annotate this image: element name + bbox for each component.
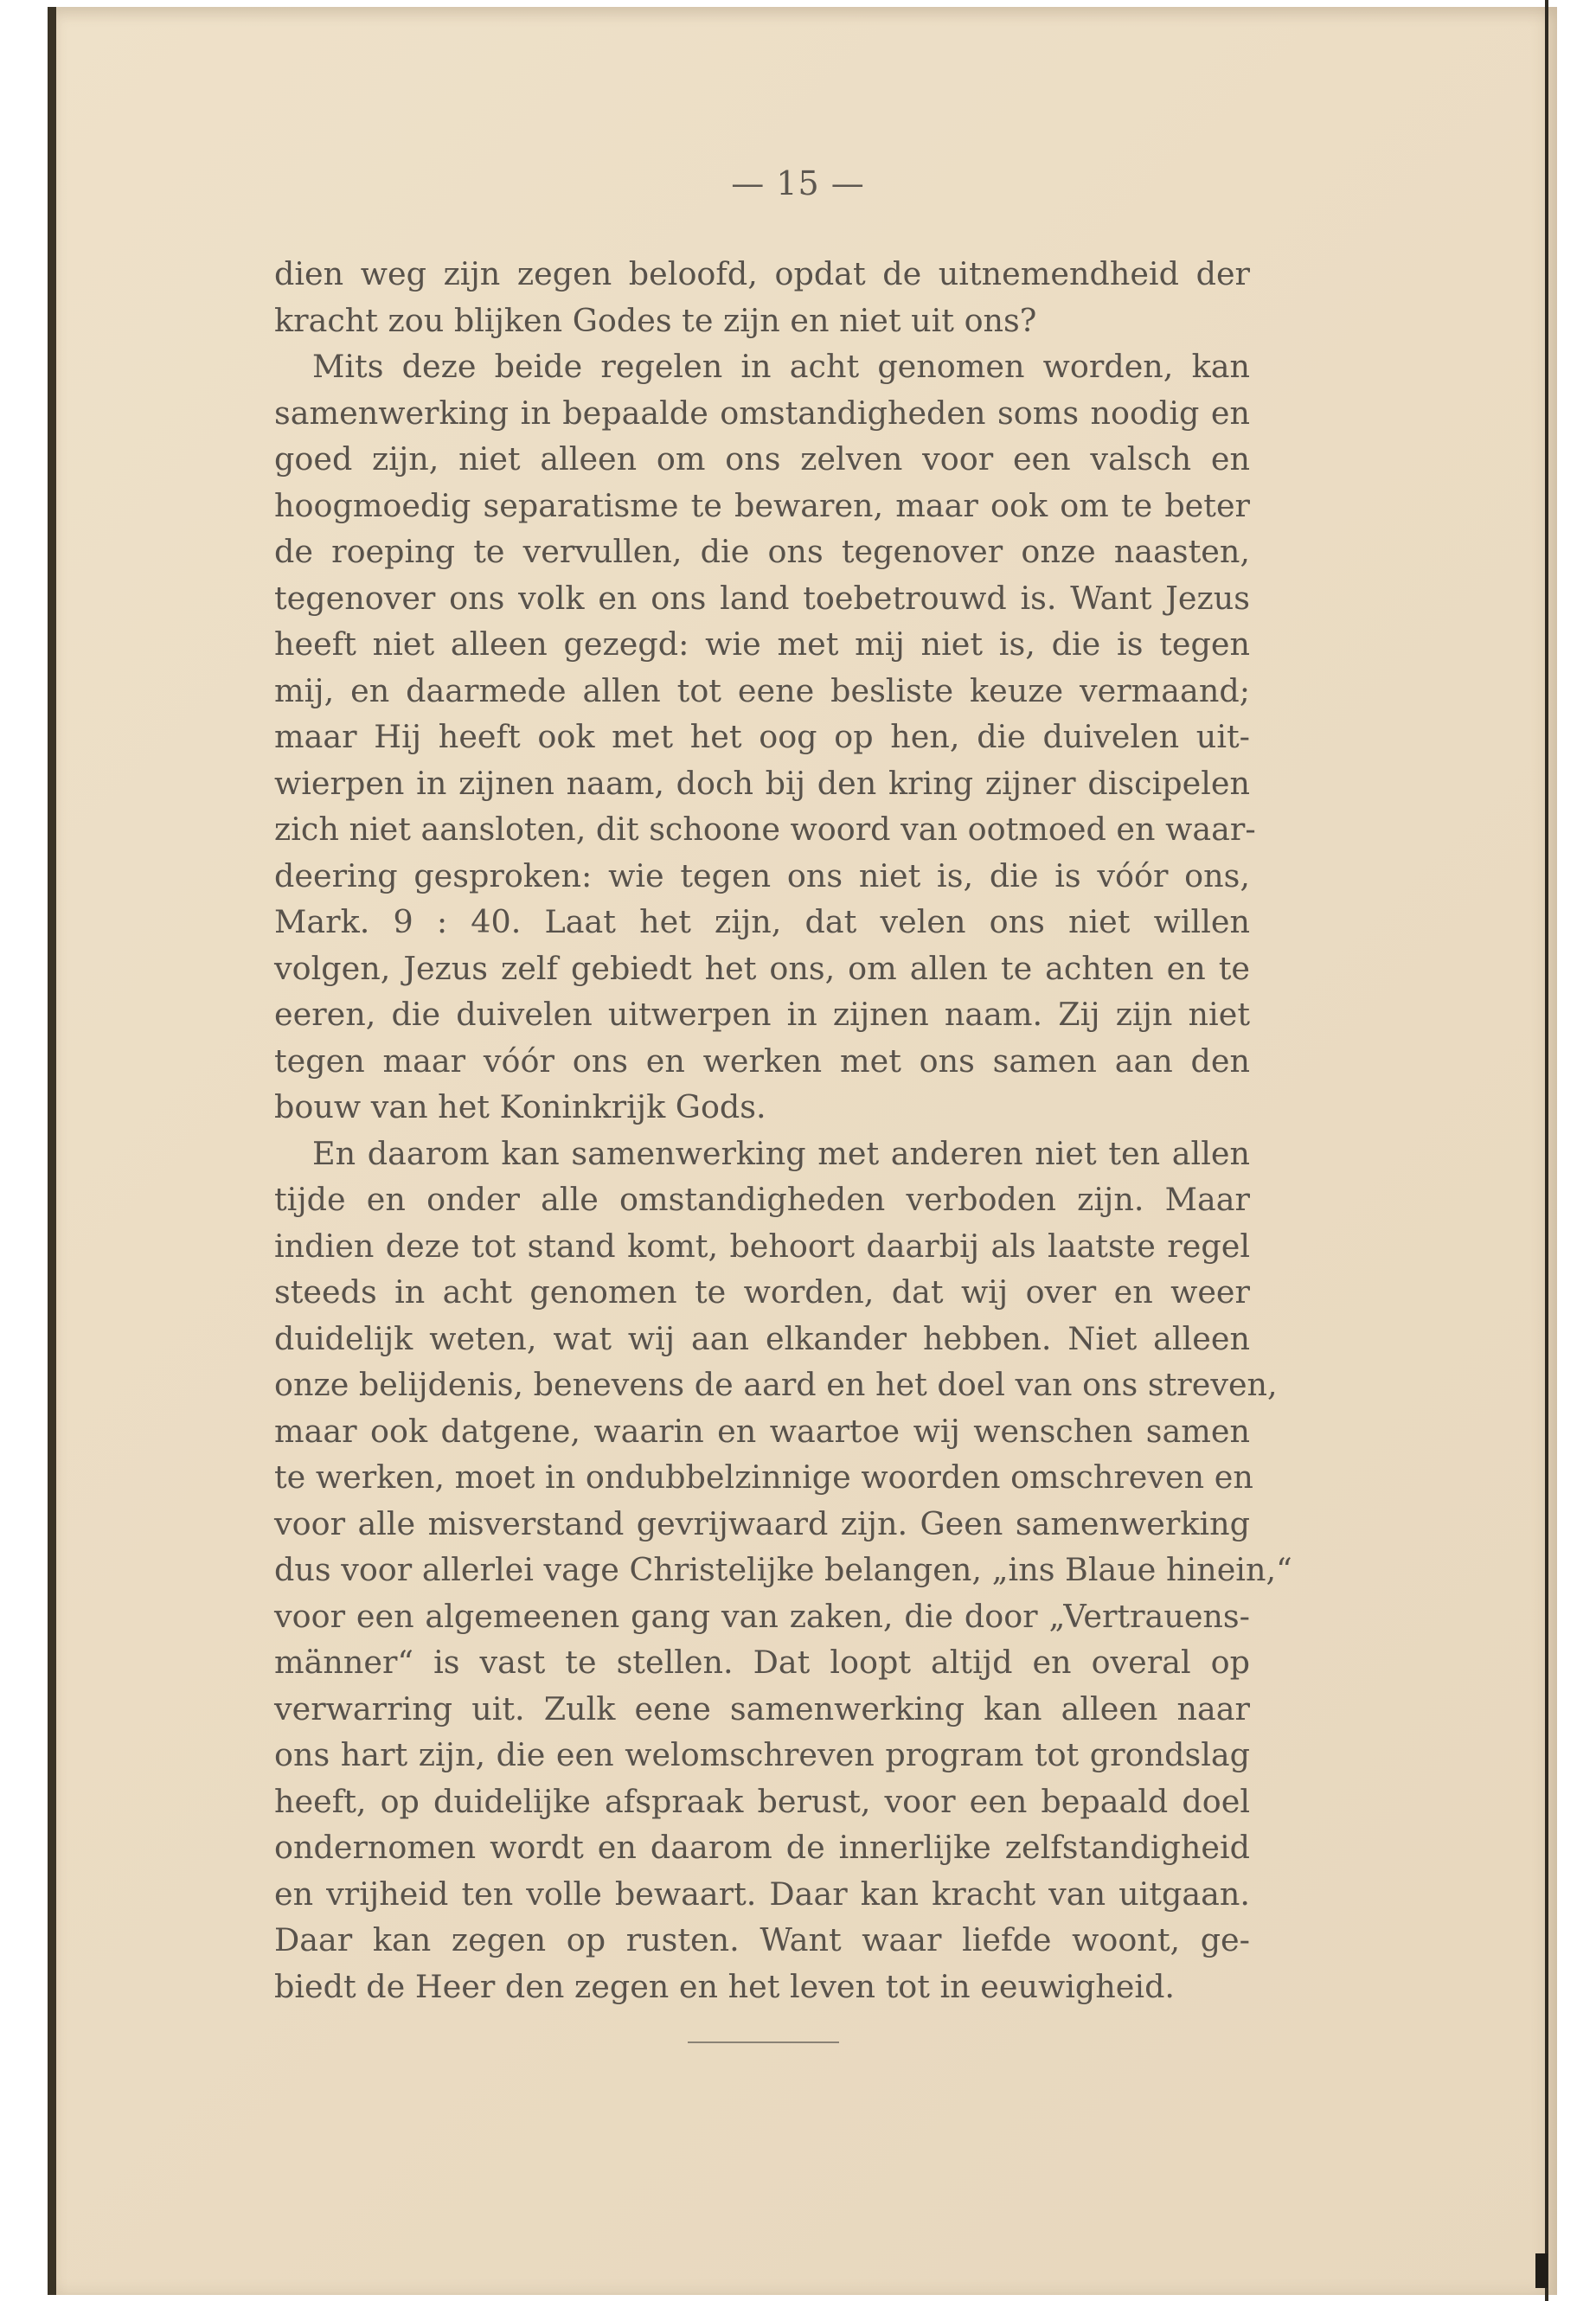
- text-line: voor een algemeenen gang van zaken, die door „Vertrauens-: [274, 1597, 1250, 1635]
- text-line: kracht zou blijken Godes te zijn en niet uit ons?: [274, 301, 1037, 339]
- text-line: deering gesproken: wie tegen ons niet is, die is vóór ons,: [274, 856, 1250, 894]
- text-line: tegenover ons volk en ons land toebetrouwd is. Want Jezus: [274, 579, 1250, 617]
- corner-scan-mark: [1535, 2253, 1548, 2288]
- text-line: En daarom kan samenwerking met anderen niet ten allen: [312, 1134, 1250, 1172]
- text-line: goed zijn, niet alleen om ons zelven voor een valsch en: [274, 440, 1250, 478]
- text-line: dus voor allerlei vage Christelijke belangen, „ins Blaue hinein,“: [274, 1551, 1292, 1588]
- text-line: dien weg zijn zegen beloofd, opdat de uitnemendheid der: [274, 255, 1250, 292]
- text-line: maar ook datgene, waarin en waartoe wij wenschen samen: [274, 1412, 1250, 1450]
- text-line: te werken, moet in ondubbelzinnige woorden omschreven en: [274, 1458, 1253, 1496]
- text-line: eeren, die duivelen uitwerpen in zijnen naam. Zij zijn niet: [274, 996, 1250, 1033]
- text-line: Daar kan zegen op rusten. Want waar liefde woont, ge-: [274, 1921, 1250, 1958]
- body-text: [274, 251, 1292, 2009]
- page-number: — 15 —: [731, 164, 865, 202]
- text-line: hoogmoedig separatisme te bewaren, maar ook om te beter: [274, 486, 1250, 524]
- text-line: ondernomen wordt en daarom de innerlijke zelfstandigheid: [274, 1829, 1250, 1866]
- text-line: tegen maar vóór ons en werken met ons samen aan den: [274, 1042, 1250, 1080]
- text-line: voor alle misverstand gevrijwaard zijn. Geen samenwerking: [274, 1504, 1250, 1542]
- text-line: ons hart zijn, die een welomschreven program tot grondslag: [274, 1736, 1250, 1773]
- text-line: tijde en onder alle omstandigheden verboden zijn. Maar: [274, 1181, 1250, 1218]
- text-line: heeft, op duidelijke afspraak berust, voor een bepaald doel: [274, 1782, 1250, 1820]
- text-line: heeft niet alleen gezegd: wie met mij niet is, die is tegen: [274, 625, 1250, 663]
- page-edge-shadow: [1545, 0, 1548, 2301]
- text-line: Mits deze beide regelen in acht genomen worden, kan: [312, 348, 1250, 385]
- text-line: mij, en daarmede allen tot eene besliste keuze vermaand;: [274, 671, 1250, 709]
- text-line: volgen, Jezus zelf gebiedt het ons, om allen te achten en te: [274, 949, 1250, 987]
- text-line: biedt de Heer den zegen en het leven tot in eeuwigheid.: [274, 1967, 1176, 2005]
- text-line: Mark. 9 : 40. Laat het zijn, dat velen ons niet willen: [274, 903, 1250, 940]
- text-line: zich niet aansloten, dit schoone woord van ootmoed en waar-: [274, 811, 1256, 848]
- text-line: de roeping te vervullen, die ons tegenover onze naasten,: [274, 533, 1250, 570]
- text-line: bouw van het Koninkrijk Gods.: [274, 1088, 766, 1125]
- text-line: onze belijdenis, benevens de aard en het doel van ons streven,: [274, 1366, 1278, 1403]
- text-line: männer“ is vast te stellen. Dat loopt altijd en overal op: [274, 1644, 1250, 1681]
- text-line: indien deze tot stand komt, behoort daarbij als laatste regel: [274, 1227, 1250, 1265]
- text-line: maar Hij heeft ook met het oog op hen, die duivelen uit-: [274, 718, 1250, 755]
- text-line: samenwerking in bepaalde omstandigheden soms noodig en: [274, 394, 1250, 432]
- section-end-rule: [688, 2041, 839, 2043]
- text-line: verwarring uit. Zulk eene samenwerking kan alleen naar: [274, 1689, 1250, 1727]
- text-line: wierpen in zijnen naam, doch bij den kring zijner discipelen: [274, 764, 1250, 802]
- text-line: en vrijheid ten volle bewaart. Daar kan kracht van uitgaan.: [274, 1875, 1250, 1913]
- text-line: steeds in acht genomen te worden, dat wij over en weer: [274, 1273, 1250, 1311]
- text-line: duidelijk weten, wat wij aan elkander hebben. Niet alleen: [274, 1319, 1250, 1357]
